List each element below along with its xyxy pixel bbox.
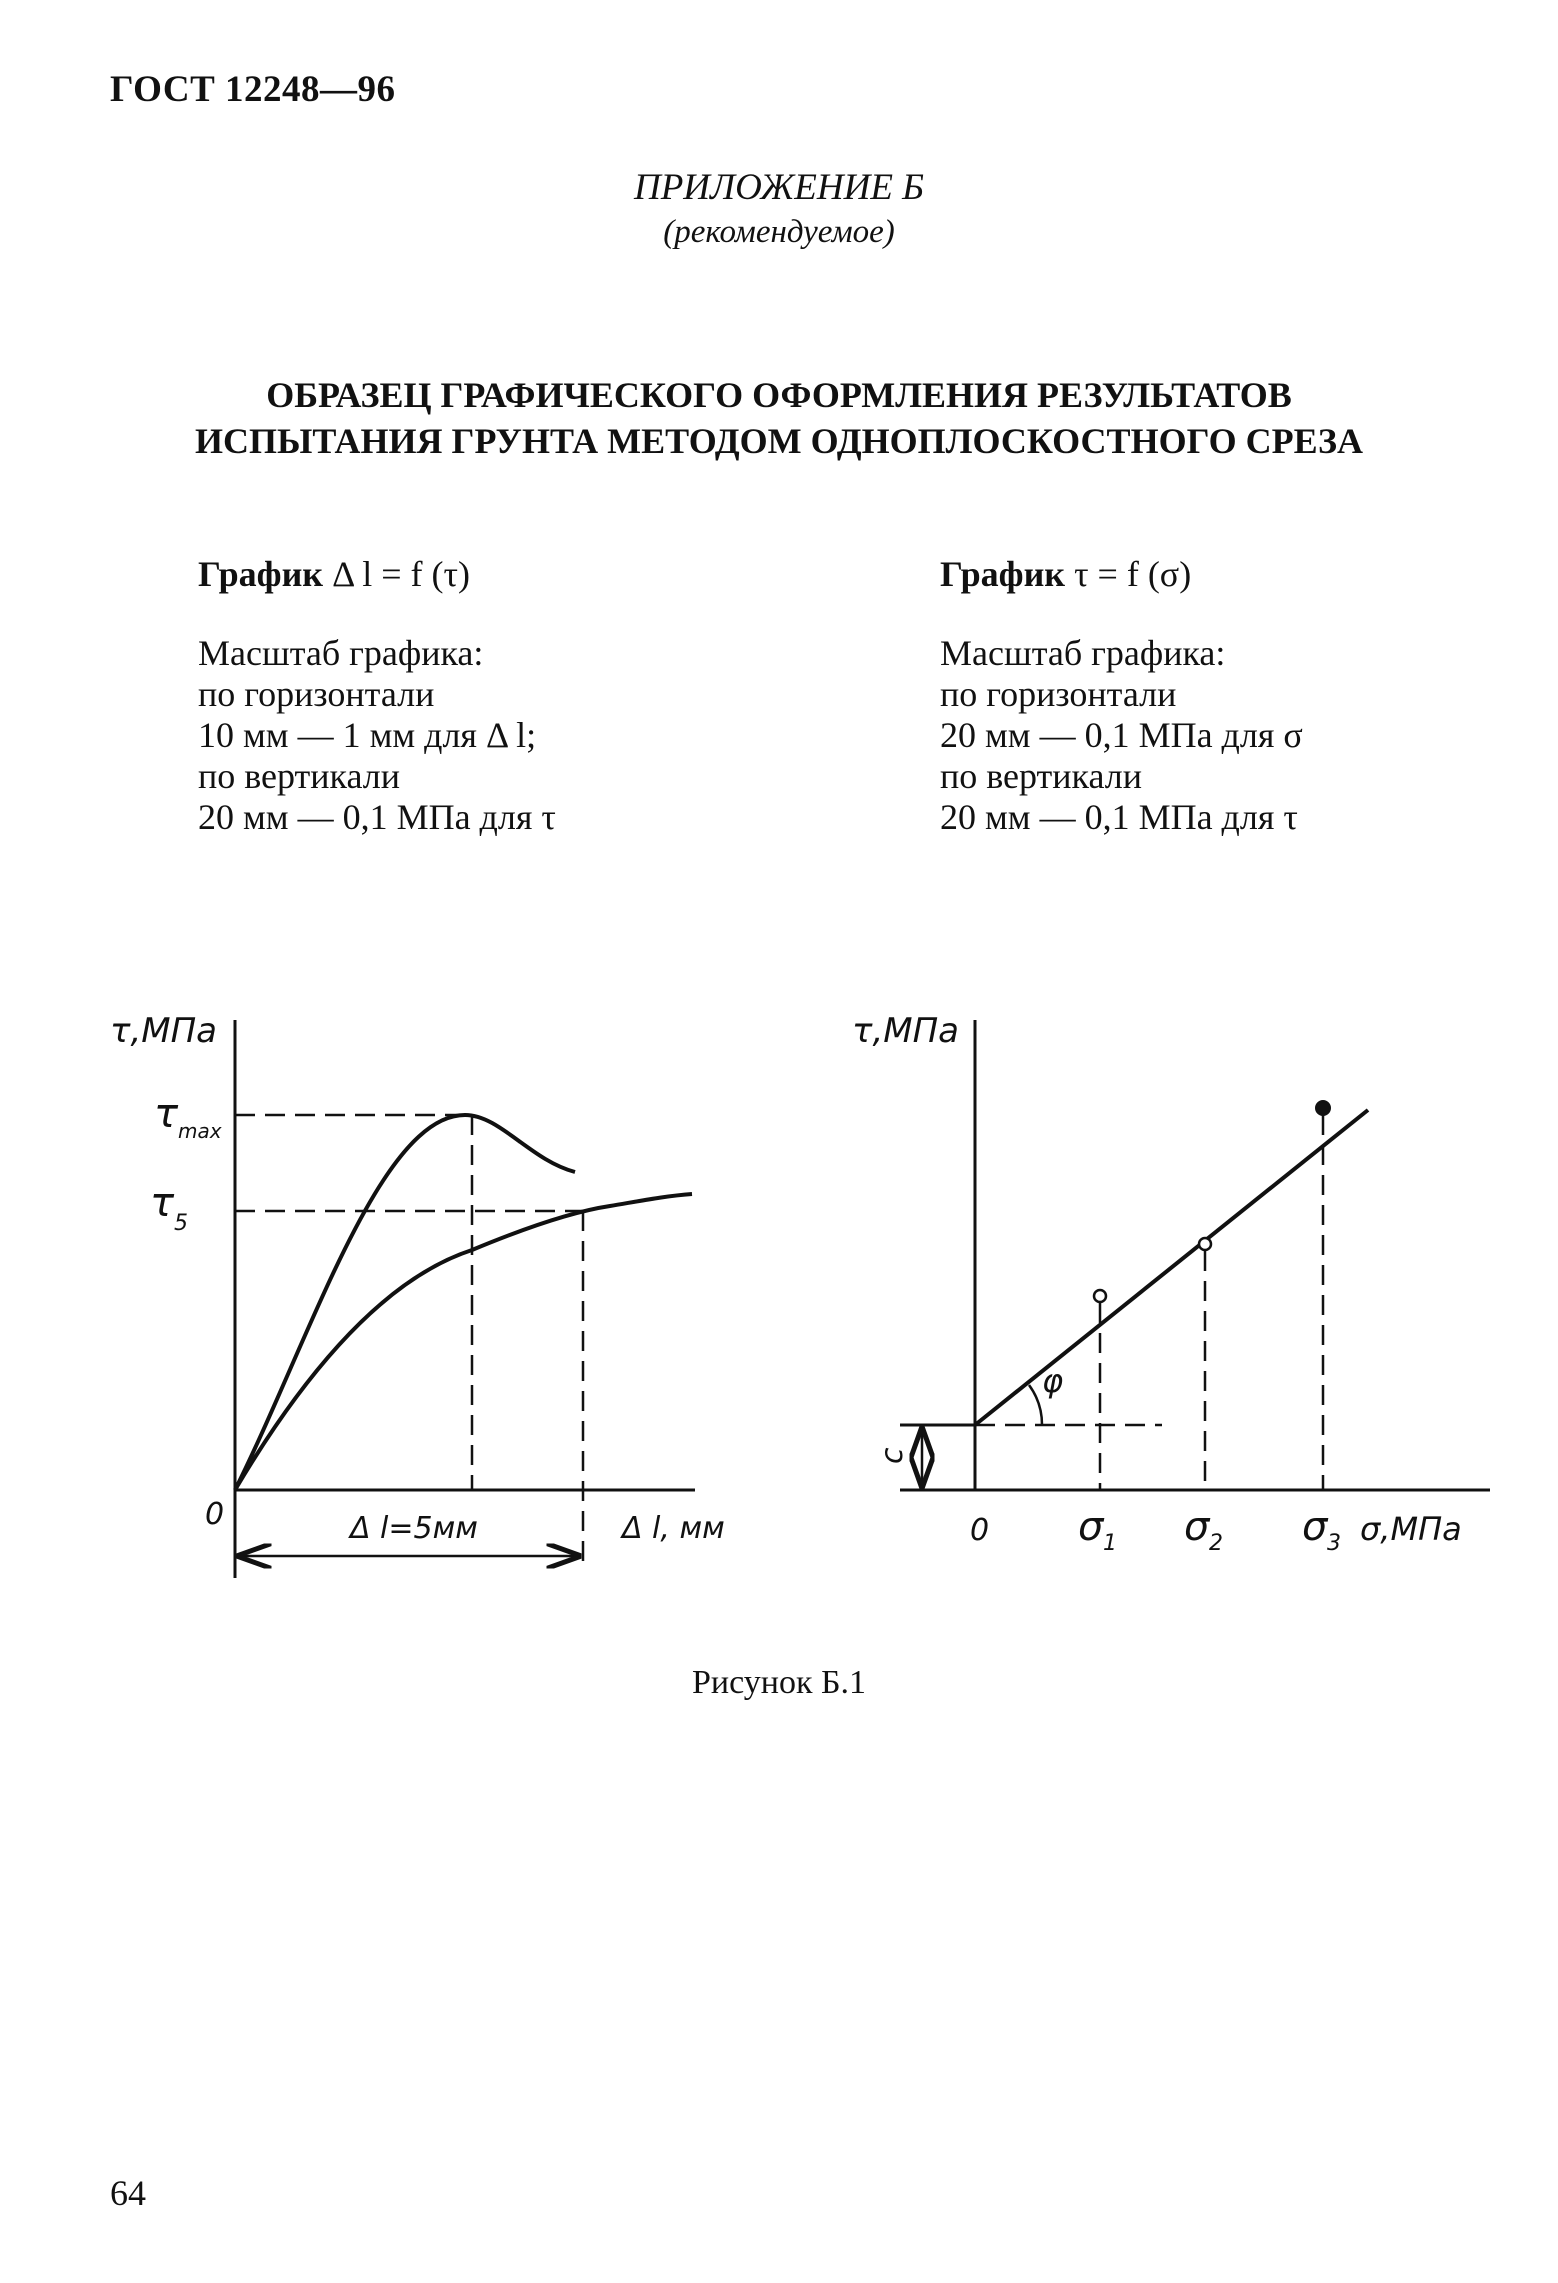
- interval-label: Δ l=5мм: [350, 1511, 478, 1546]
- tau-5-subscript: 5: [174, 1211, 188, 1236]
- peak-curve: [235, 1115, 575, 1490]
- right-graph-description: [940, 554, 1303, 838]
- left-scale-label: Масштаб графика:: [198, 633, 484, 673]
- right-vertical-label: по вертикали: [940, 756, 1143, 796]
- left-vertical-scale: 20 мм — 0,1 МПа для τ: [198, 797, 556, 837]
- right-y-axis-label: τ,МПа: [852, 1011, 960, 1051]
- tau-max-subscript: max: [178, 1119, 222, 1143]
- document-header: ГОСТ 12248—96: [110, 69, 396, 110]
- right-vertical-scale: 20 мм — 0,1 МПа для τ: [940, 797, 1298, 837]
- figure-caption: Рисунок Б.1: [692, 1664, 866, 1701]
- sigma2-subscript: 2: [1209, 1531, 1223, 1556]
- cohesion-label: c: [875, 1447, 910, 1464]
- right-x-axis-label: σ,МПа: [1360, 1510, 1462, 1548]
- right-horizontal-scale: 20 мм — 0,1 МПа для σ: [940, 715, 1303, 755]
- friction-angle-arc: [1029, 1385, 1042, 1425]
- sigma1-symbol: σ: [1078, 1504, 1104, 1550]
- sigma3-subscript: 3: [1327, 1531, 1341, 1556]
- sigma3-symbol: σ: [1302, 1504, 1328, 1550]
- right-graph: [852, 1011, 1490, 1556]
- tau-max-symbol: τ: [154, 1091, 179, 1137]
- right-scale-label: Масштаб графика:: [940, 633, 1226, 673]
- left-horizontal-scale: 10 мм — 1 мм для Δ l;: [198, 715, 537, 755]
- point-sigma2: [1199, 1238, 1211, 1250]
- shear-strength-line: [975, 1110, 1368, 1425]
- annex-subtitle: (рекомендуемое): [663, 214, 895, 250]
- tau-5-symbol: τ: [150, 1180, 175, 1226]
- left-vertical-label: по вертикали: [198, 756, 401, 796]
- figure-b1: [100, 1000, 1500, 1600]
- point-sigma1: [1094, 1290, 1106, 1302]
- left-horizontal-label: по горизонтали: [198, 674, 435, 714]
- left-origin-label: 0: [205, 1497, 225, 1532]
- annex-title: ПРИЛОЖЕНИЕ Б: [633, 167, 925, 208]
- sigma1-subscript: 1: [1103, 1531, 1117, 1556]
- right-graph-title: [940, 554, 1303, 595]
- sigma2-symbol: σ: [1184, 1504, 1210, 1550]
- main-title-line-2: ИСПЫТАНИЯ ГРУНТА МЕТОДОМ ОДНОПЛОСКОСТНОГО СРЕЗА: [194, 421, 1364, 461]
- right-graph-word: График: [940, 554, 1066, 594]
- main-title-line-1: ОБРАЗЕЦ ГРАФИЧЕСКОГО ОФОРМЛЕНИЯ РЕЗУЛЬТАТОВ: [266, 375, 1292, 415]
- left-x-axis-label: Δ l, мм: [622, 1511, 725, 1546]
- left-graph-description: [198, 554, 556, 838]
- left-y-axis-label: τ,МПа: [110, 1011, 218, 1051]
- page-number: 64: [110, 2173, 146, 2213]
- left-graph-word: График: [198, 554, 324, 594]
- left-graph: [110, 1011, 725, 1578]
- left-graph-title: [198, 554, 556, 595]
- right-horizontal-label: по горизонтали: [940, 674, 1177, 714]
- angle-phi-label: φ: [1042, 1362, 1064, 1400]
- point-sigma3: [1316, 1101, 1330, 1115]
- main-title: [0, 372, 1558, 464]
- left-graph-formula: Δ l = f (τ): [332, 554, 470, 594]
- right-graph-formula: τ = f (σ): [1074, 554, 1192, 594]
- right-origin-label: 0: [970, 1513, 990, 1548]
